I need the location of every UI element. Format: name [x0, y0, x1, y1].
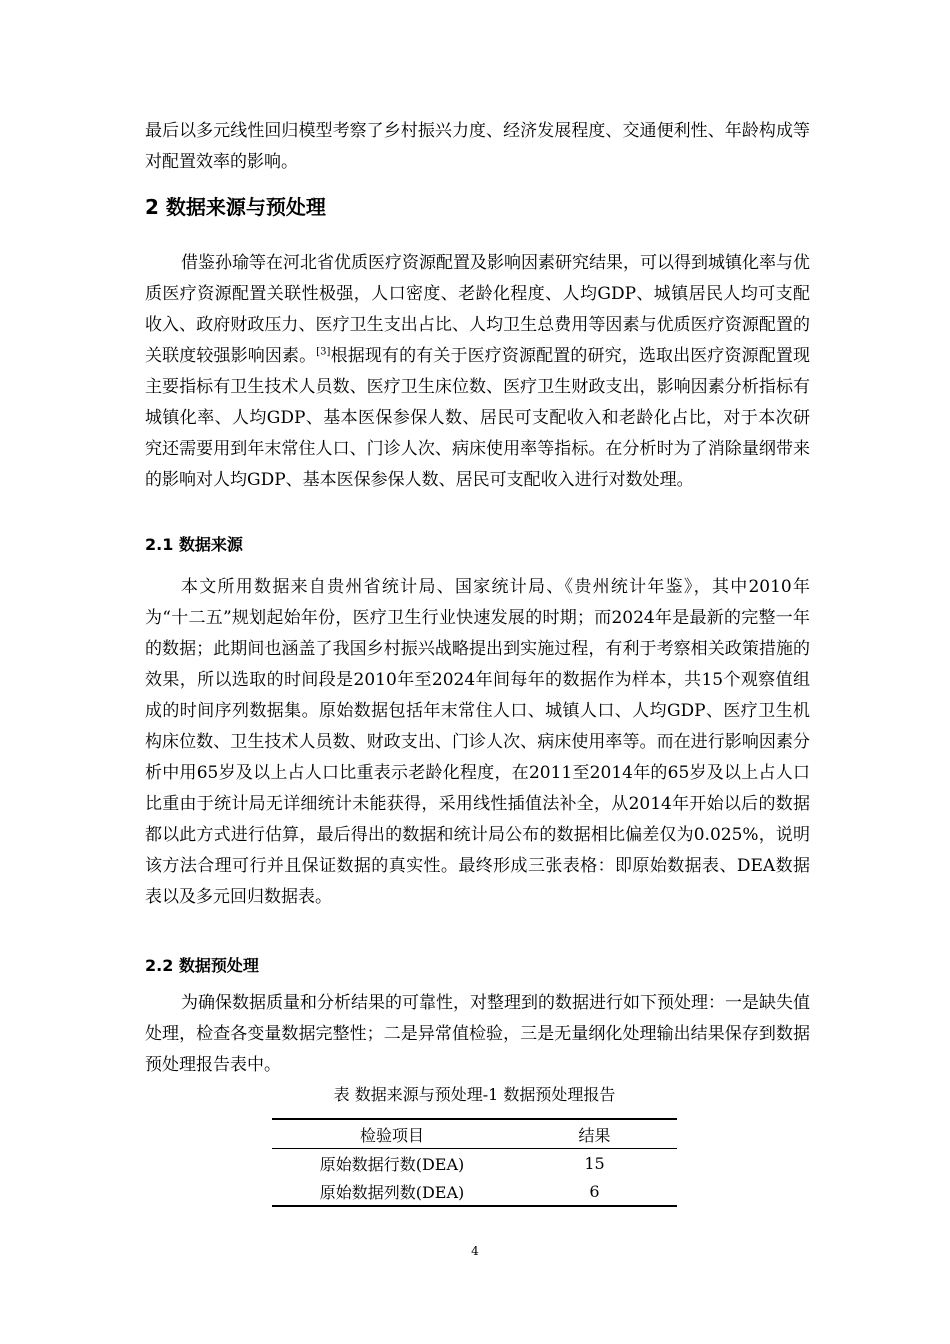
section-paragraph-main: 借鉴孙瑜等在河北省优质医疗资源配置及影响因素研究结果，可以得到城镇化率与优质医疗资源配置关联性极强，人口密度、老龄化程度、人均GDP、城镇居民人均可支配收入、政府财政压力、医疗卫生支出占比、人均卫生总费用等因素与优质医疗资源配置的关联度较强影响因素。 — [145, 253, 810, 366]
section-paragraph — [145, 248, 810, 496]
header-result: 结果 — [578, 1125, 611, 1145]
table-cell-result: 6 — [589, 1181, 600, 1201]
subsection-heading-preprocessing: 2.2 数据预处理 — [145, 956, 259, 975]
table-caption: 表 数据来源与预处理-1 数据预处理报告 — [333, 1085, 616, 1104]
section-paragraph-rest: 根据现有的有关于医疗资源配置的研究，选取出医疗资源配置现主要指标有卫生技术人员数、医疗卫生床位数、医疗卫生财政支出，影响因素分析指标有城镇化率、人均GDP、基本医保参保人数、居民可支配收入和老龄化占比，对于本次研究还需要用到年末常住人口、门诊人次、病床使用率等指标。在分析时为了消除量纲带来的影响对人均GDP、基本医保参保人数、居民可支配收入进行对数处理。 — [145, 346, 811, 490]
table-cell-item: 原始数据列数(DEA) — [319, 1182, 465, 1202]
subsection-heading-data-source: 2.1 数据来源 — [145, 535, 243, 554]
data-source-paragraph: 本文所用数据来自贵州省统计局、国家统计局、《贵州统计年鉴》，其中2010年为“十二五”规划起始年份，医疗卫生行业快速发展的时期；而2024年是最新的完整一年的数据；此期间也涵盖了我国乡村振兴战略提出到实施过程，有利于考察相关政策措施的效果，所以选取的时间段是2010年至2024年间每年的数据作为样本，共15个观察值组成的时间序列数据集。原始数据包括年末常住人口、城镇人口、人均GDP、医疗卫生机构床位数、卫生技术人员数、财政支出、门诊人次、病床使用率等。而在进行影响因素分析中用65岁及以上占人口比重表示老龄化程度，在2011至2014年的65岁及以上占人口比重由于统计局无详细统计未能获得，采用线性插值法补全，从2014年开始以后的数据都以此方式进行估算，最后得出的数据和统计局公布的数据相比偏差仅为0.025%，说明该方法合理可行并且保证数据的真实性。最终形成三张表格：即原始数据表、DEA数据表以及多元回归数据表。 — [145, 577, 810, 907]
table-row — [272, 1149, 677, 1178]
table-row — [272, 1177, 677, 1206]
citation: [3] — [316, 346, 331, 358]
table-header-row — [272, 1119, 677, 1149]
page-number: 4 — [471, 1244, 479, 1258]
preprocessing-report-table — [272, 1118, 677, 1207]
intro-tail-paragraph: 最后以多元线性回归模型考察了乡村振兴力度、经济发展程度、交通便利性、年龄构成等对配置效率的影响。 — [145, 121, 810, 172]
table-cell-item: 原始数据行数(DEA) — [319, 1154, 465, 1174]
section-heading: 2 数据来源与预处理 — [145, 195, 326, 219]
header-check-item: 检验项目 — [359, 1125, 424, 1145]
table-cell-result: 15 — [584, 1153, 605, 1173]
preprocessing-paragraph: 为确保数据质量和分析结果的可靠性，对整理到的数据进行如下预处理：一是缺失值处理，检查各变量数据完整性；二是异常值检验，三是无量纲化处理输出结果保存到数据预处理报告表中。 — [145, 993, 810, 1075]
